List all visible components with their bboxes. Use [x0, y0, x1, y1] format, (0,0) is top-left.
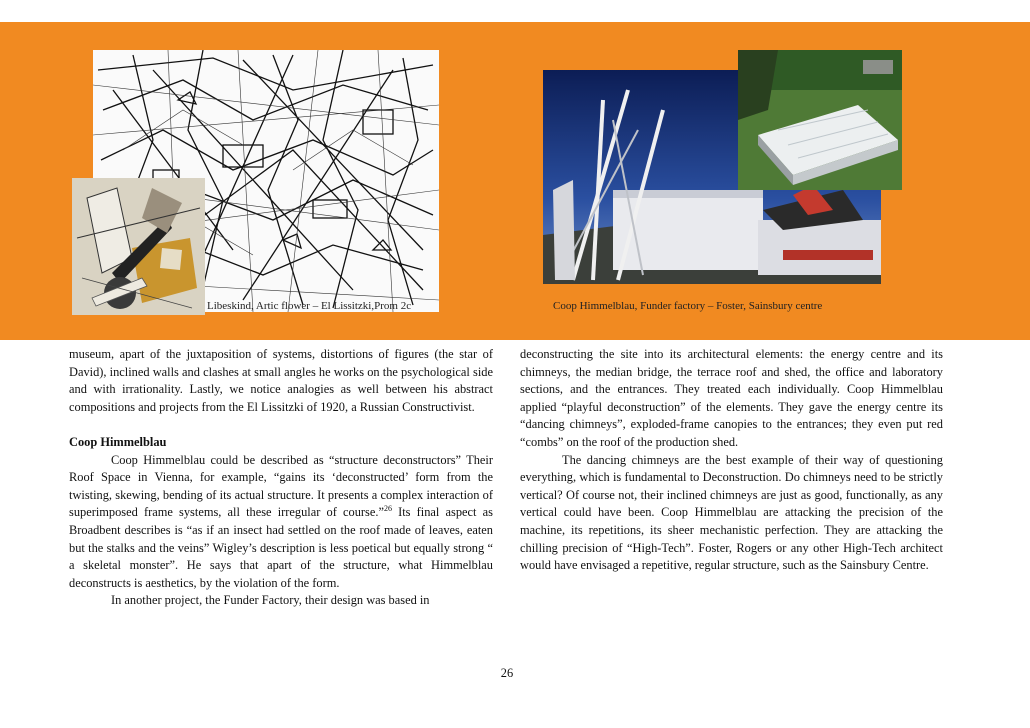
section-heading: Coop Himmelblau: [69, 434, 167, 449]
paragraph: museum, apart of the juxtaposition of systems, distortions of figures (the star of David), inclined walls and clashes at small angles he works on the psychological side and with irrationality. Lastly, we notice analogies as well between his abstract compositions and projects from the El Lissitzki of 1920, a Russian Constructivist.: [69, 347, 493, 414]
right-text-column: [520, 346, 943, 575]
paragraph: [69, 452, 493, 593]
left-figure-caption: Libeskind, Artic flower – El Lissitzki,Prom 2c: [207, 300, 412, 312]
paragraph: The dancing chimneys are the best example of their way of questioning everything, which is fundamental to Deconstruction. Do chimneys need to be strictly vertical? Of course not, their inclined chimneys are just as good, functionally, as any vertical could have been. Coop Himmelblau are attacking the precision of the machine, its repetitions, its sheer mechanistic perfection. They are attacking the chilling precision of “High-Tech”. Foster, Rogers or any other High-Tech architect would have envisaged a repetitive, regular structure, such as the Sainsbury Centre.: [520, 452, 943, 573]
footnote-marker: 26: [383, 504, 392, 514]
paragraph: In another project, the Funder Factory, their design was based in: [111, 593, 430, 608]
foster-sainsbury-centre-photo: [738, 50, 902, 190]
left-text-column: [69, 346, 493, 610]
right-figure-caption: Coop Himmelblau, Funder factory – Foster, Sainsbury centre: [553, 300, 823, 312]
paragraph: deconstructing the site into its architectural elements: the energy centre and its chimneys, the median bridge, the terrace roof and shed, the office and laboratory sections, and the entrances. They treated each individually. Coop Himmelblau applied “playful deconstruction” of the elements. They gave the energy centre its “dancing chimneys”, exploded-frame canopies to the entrances; they even put red “combs” on the roof of the production shed.: [520, 347, 943, 449]
text-run: Coop Himmelblau could be described as “structure deconstructors” Their Roof Space in Vienna, for example, “gains its ‘deconstructed’ form from the twisting, skewing, bending of its actual structure. It presents a complex interaction of superimposed frame systems, all these irregular of course.”: [69, 452, 493, 520]
text-run: Its final aspect as Broadbent describes is “as if an insect had settled on the roof made of leaves, eaten but the stalks and the veins” Wigley’s description is less poetical but equally strong “ a skeletal monster”. He says that apart of the structure, what Himmelblau deconstructs is aesthetics, by the violation of the form.: [69, 505, 493, 590]
el-lissitzki-proun-2c-painting: [72, 178, 205, 315]
page-number: 26: [500, 666, 514, 680]
